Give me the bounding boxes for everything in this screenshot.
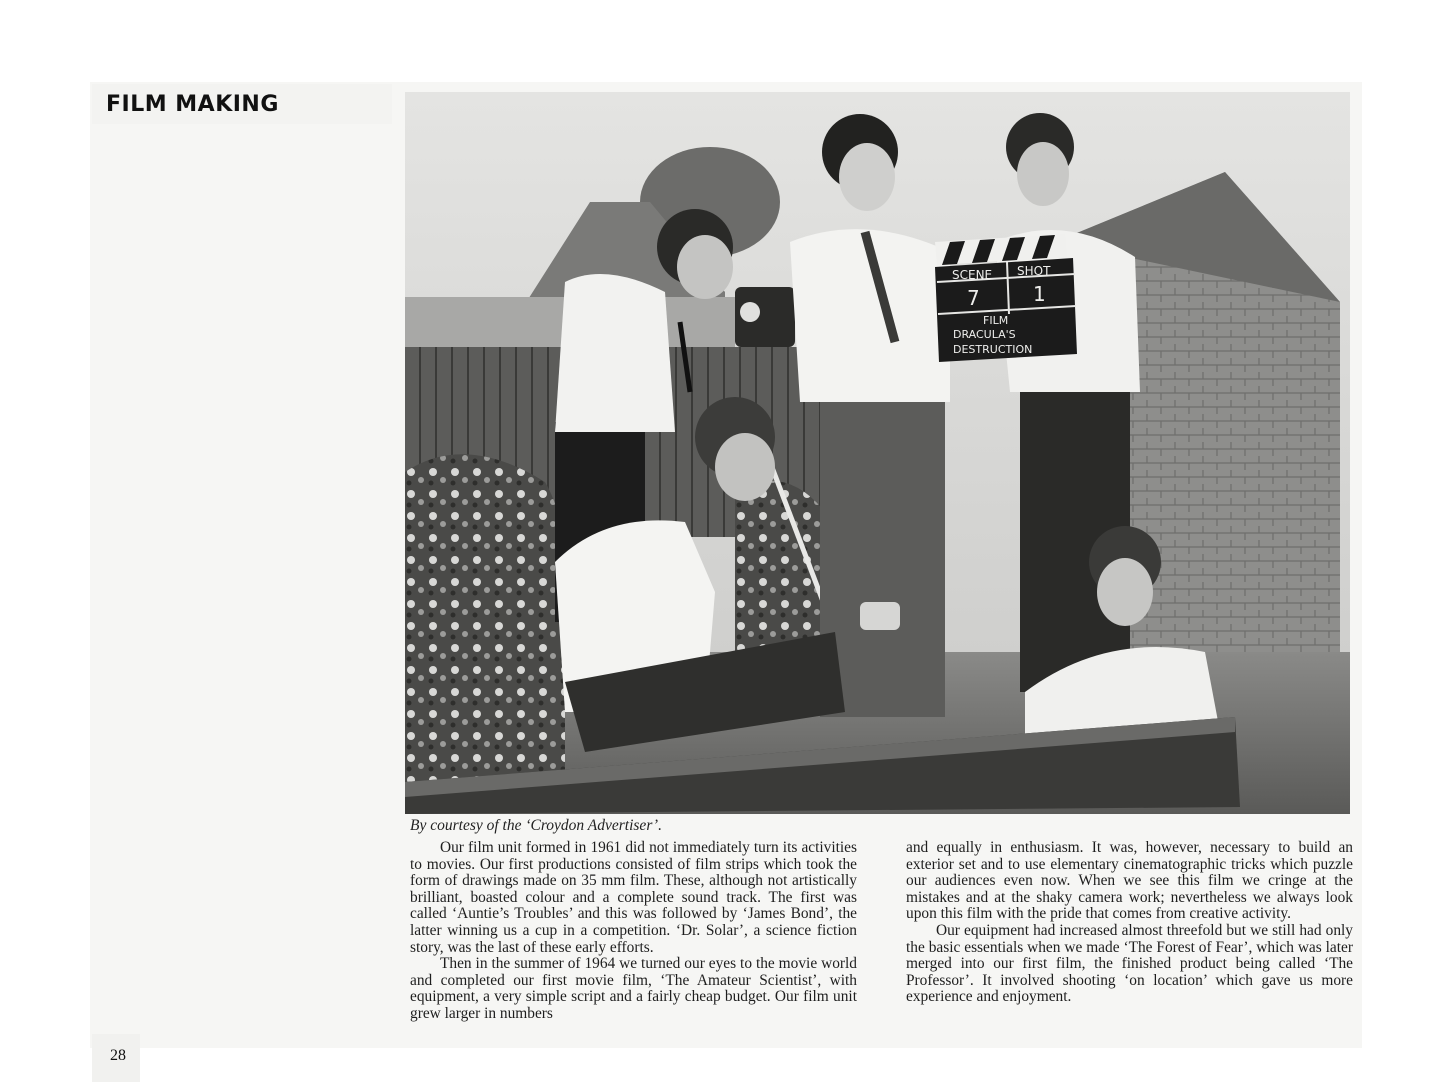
clapper-shot-label: SHOT bbox=[1017, 264, 1051, 278]
article-right-column bbox=[906, 840, 1353, 1006]
clapper-shot-value: 1 bbox=[1033, 282, 1046, 306]
article-paragraph: Then in the summer of 1964 we turned our eyes to the movie world and completed our first movie film, ‘The Amateur Scientist’, with equipment, a very simple script and a fairly cheap budget. Our film unit grew larger in numbers bbox=[410, 955, 857, 1022]
article-paragraph: Our film unit formed in 1961 did not immediately turn its activities to movies. Our first productions consisted of film strips which took the form of drawings made on 35 mm film. These, although not artistically brilliant, boasted colour and a complete sound track. The first was called ‘Auntie’s Troubles’ and this was followed by ‘James Bond’, the latter winning us a cup in a competition. ‘Dr. Solar’, a science fiction story, was the last of these early efforts. bbox=[410, 839, 857, 956]
photo-illustration bbox=[405, 92, 1350, 814]
clapper-film-label: FILM bbox=[983, 314, 1009, 327]
clapper-scene-label: SCENE bbox=[952, 268, 993, 282]
section-title: FILM MAKING bbox=[106, 92, 279, 117]
photo-caption: By courtesy of the ‘Croydon Advertiser’. bbox=[410, 817, 662, 834]
clapper-scene-value: 7 bbox=[967, 286, 980, 310]
clapperboard bbox=[935, 234, 1077, 362]
article-left-column bbox=[410, 840, 857, 1023]
page-number: 28 bbox=[110, 1047, 126, 1064]
article-paragraph: and equally in enthusiasm. It was, however, necessary to build an exterior set and to use elementary cinematographic tricks which puzzle our audiences even now. When we see this film we cringe at the mistakes and at the shaky camera work; nevertheless we always look upon this film with the pride that comes from creative activity. bbox=[906, 839, 1353, 923]
photograph bbox=[405, 92, 1350, 814]
article-paragraph: Our equipment had increased almost threefold but we still had only the basic essentials when we made ‘The Forest of Fear’, which was later merged into our first film, the finished product being called ‘The Professor’. It involved shooting ‘on location’ which gave us more experience and enjoyment. bbox=[906, 921, 1353, 1006]
clapper-film-title-line2: DESTRUCTION bbox=[953, 343, 1033, 356]
clapper-film-title-line1: DRACULA'S bbox=[953, 328, 1016, 341]
